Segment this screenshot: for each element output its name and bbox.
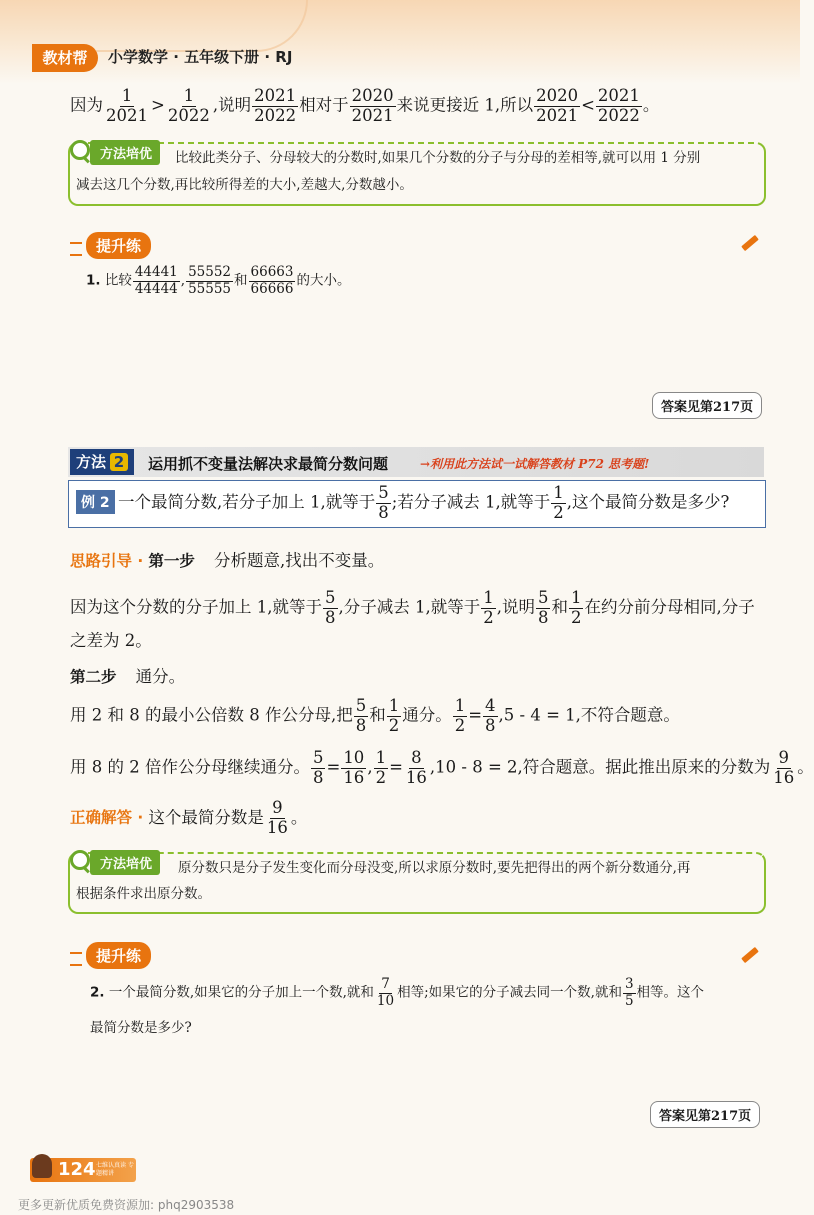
method-tip-label: 方法培优 [90,140,160,165]
fraction: $\frac{2021}{2022}$ [254,86,297,125]
fraction: $\frac{2021}{2022}$ [597,86,640,125]
example-2-tag: 例 2 [76,490,115,514]
method-2-title: 运用抓不变量法解决求最简分数问题 [148,455,389,473]
fraction: $\frac{1}{2022}$ [167,86,210,125]
fraction: $\frac{2020}{2021}$ [536,86,579,125]
fraction: $\frac{4}{8}$ [485,696,496,735]
fraction: $\frac{1}{2}$ [483,588,494,627]
practice-label: 提升练 [86,942,151,969]
method-2-tag: 方法 2 [70,449,134,475]
fraction: $\frac{1}{2}$ [375,748,387,787]
page-number: 124 [58,1159,96,1180]
fraction: $\frac{5}{8}$ [537,588,549,627]
answer-reference-2: 答案见第217页 [650,1101,760,1128]
practice-label: 提升练 [86,232,151,259]
tip2-text-line-1: 原分数只是分子发生变化而分母没变,所以求原分数时,要先把得出的两个新分数通分,再 [178,860,691,876]
pencil-icon [741,235,759,251]
fraction: $\frac{7}{10}$ [376,976,395,1009]
thinking-paragraph-3: 用 8 的 2 倍作公分母继续通分。 $\frac{5}{8}$ = $\frac{10}{16}$ , $\frac{1}{2}$ = $\frac{8}{16}$ ,10 - 8 = 2,符合题意。据此推出原来的分数为 $\frac{9}{16}$ 。 [70,748,814,787]
fraction: $\frac{1}{2021}$ [106,86,148,125]
fraction: $\frac{3}{5}$ [624,976,634,1009]
intro-sentence: 因为 $\frac{1}{2021}$ > $\frac{1}{2022}$ ,说明 $\frac{2021}{2022}$ 相对于 $\frac{2020}{2021}$ 来说更接近 1,所以 $\frac{2020}{2021}$ < $\frac{2021}{2022}$ 。 [70,86,660,125]
watermark-text: 更多更新优质免费资源加: phq2903538 [18,1198,235,1212]
thinking-paragraph-1: 因为这个分数的分子加上 1,就等于 $\frac{5}{8}$ ,分子减去 1,就等于 $\frac{1}{2}$ ,说明 $\frac{5}{8}$ 和 $\frac{1}{2}$ 在约分前分母相同,分子 [70,588,755,627]
fraction: $\frac{9}{16}$ [266,798,288,837]
fraction: $\frac{5}{8}$ [312,748,324,787]
practice-question-1: 1. 比较 $\frac{44441}{44444}$ , $\frac{55552}{55555}$ 和 $\frac{66663}{66666}$ 的大小。 [86,264,351,297]
answer-reference-1: 答案见第217页 [652,392,762,419]
fraction: $\frac{5}{8}$ [378,483,389,522]
mascot-icon [32,1154,52,1178]
practice-question-2-cont: 最简分数是多少? [90,1020,192,1036]
thinking-label: 思路引导 · [70,552,144,570]
correct-answer: 正确解答 · 这个最简分数是 $\frac{9}{16}$ 。 [70,798,308,837]
fraction: $\frac{1}{2}$ [388,696,400,735]
fraction: $\frac{55552}{55555}$ [188,264,232,297]
method-tip-label: 方法培优 [90,850,160,875]
practice-question-2: 2. 一个最简分数,如果它的分子加上一个数,就和 $\frac{7}{10}$ 相等;如果它的分子减去同一个数,就和 $\frac{3}{5}$ 相等。这个 [90,976,705,1009]
fraction: $\frac{2020}{2021}$ [351,86,394,125]
pencil-icon [741,947,759,963]
thinking-step-1: 思路引导 · 第一步 分析题意,找出不变量。 [70,551,385,570]
thinking-paragraph-2: 用 2 和 8 的最小公倍数 8 作公分母,把 $\frac{5}{8}$ 和 $\frac{1}{2}$ 通分。 $\frac{1}{2}$ = $\frac{4}{8}$ ,5 - 4 = 1,不符合题意。 [70,696,680,735]
fraction: $\frac{10}{16}$ [343,748,365,787]
practice-marker [70,242,82,256]
magnifier-icon [70,140,90,160]
fraction: $\frac{5}{8}$ [355,696,367,735]
thinking-paragraph-1-cont: 之差为 2。 [70,631,152,650]
method-number: 2 [110,453,128,471]
method-2-note: →利用此方法试一试解答教材 P72 思考题! [420,457,650,471]
answer-label: 正确解答 · [70,808,144,827]
brand-tab: 教材帮 [32,44,98,72]
header-decoration [96,0,308,52]
fraction: $\frac{8}{16}$ [405,748,427,787]
tip-text-line-2: 减去这几个分数,再比较所得差的大小,差越大,分数越小。 [76,177,413,193]
footer-series-text: 七维认真读 专题精讲 [96,1162,134,1177]
example-2-question: 一个最简分数,若分子加上 1,就等于 $\frac{5}{8}$ ;若分子减去 1,就等于 $\frac{1}{2}$ ,这个最简分数是多少? [118,483,730,522]
practice-marker [70,952,82,966]
fraction: $\frac{66663}{66666}$ [250,264,294,297]
tip2-text-line-2: 根据条件求出原分数。 [76,886,211,902]
fraction: $\frac{44441}{44444}$ [134,264,178,297]
book-title: 小学数学 · 五年级下册 · RJ [108,48,293,66]
fraction: $\frac{1}{2}$ [570,588,582,627]
fraction: $\frac{1}{2}$ [454,696,466,735]
thinking-step-2: 第二步 通分。 [70,667,186,686]
magnifier-icon [70,850,90,870]
fraction: $\frac{9}{16}$ [773,748,795,787]
fraction: $\frac{5}{8}$ [325,588,336,627]
fraction: $\frac{1}{2}$ [553,483,564,522]
tip-text-line-1: 比较此类分子、分母较大的分数时,如果几个分数的分子与分母的差相等,就可以用 1 分别 [175,150,701,166]
